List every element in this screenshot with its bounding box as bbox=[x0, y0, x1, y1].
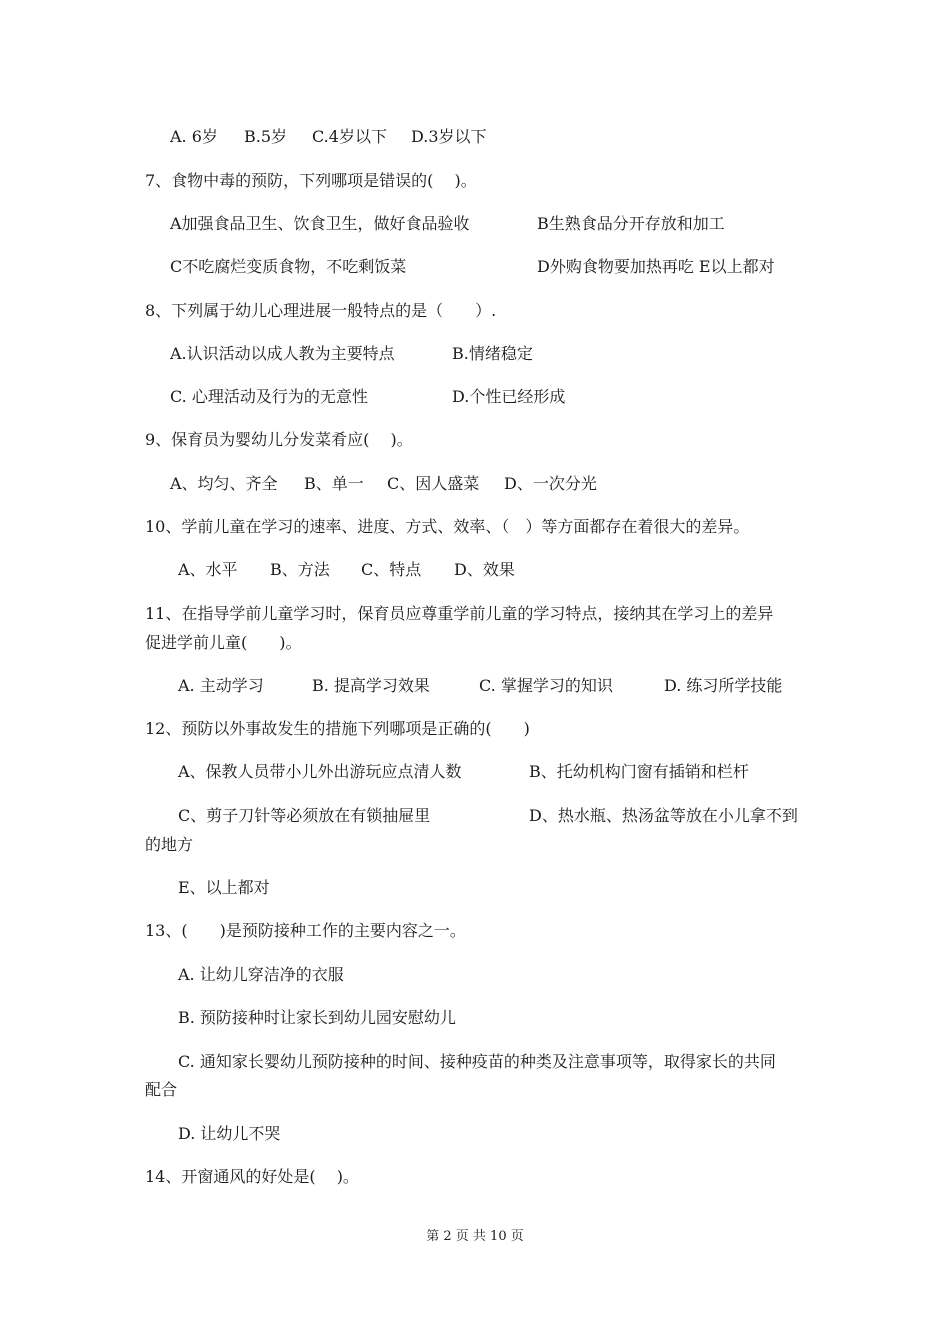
q12-option-d-line2: 的地方 bbox=[145, 835, 194, 854]
q11-option-a: A. 主动学习 bbox=[178, 676, 264, 695]
q6-option-a: A. 6岁 bbox=[170, 127, 218, 146]
q9-option-b: B、单一 bbox=[304, 474, 364, 493]
q7-option-a: A加强食品卫生、饮食卫生，做好食品验收 bbox=[170, 214, 470, 233]
q13-option-a: A. 让幼儿穿洁净的衣服 bbox=[178, 965, 344, 984]
q6-option-c: C.4岁以下 bbox=[312, 127, 387, 146]
q12-option-d-line1: D、热水瓶、热汤盆等放在小儿拿不到 bbox=[529, 806, 798, 825]
q9-option-d: D、一次分光 bbox=[504, 474, 597, 493]
q7-option-b: B生熟食品分开存放和加工 bbox=[537, 214, 725, 233]
q12-option-b: B、托幼机构门窗有插销和栏杆 bbox=[529, 762, 749, 781]
q12-option-a: A、保教人员带小儿外出游玩应点清人数 bbox=[178, 762, 462, 781]
q9-option-a: A、均匀、齐全 bbox=[170, 474, 278, 493]
q12-option-e: E、以上都对 bbox=[178, 878, 270, 897]
q9-stem: 9、保育员为婴幼儿分发菜肴应( )。 bbox=[145, 430, 413, 449]
q13-option-b: B. 预防接种时让家长到幼儿园安慰幼儿 bbox=[178, 1008, 456, 1027]
q8-option-a: A.认识活动以成人教为主要特点 bbox=[170, 344, 395, 363]
q11-stem-line1: 11、在指导学前儿童学习时，保育员应尊重学前儿童的学习特点，接纳其在学习上的差异 bbox=[145, 604, 774, 623]
q6-option-b: B.5岁 bbox=[244, 127, 288, 146]
q7-option-c: C不吃腐烂变质食物，不吃剩饭菜 bbox=[170, 257, 407, 276]
q8-option-c: C. 心理活动及行为的无意性 bbox=[170, 387, 368, 406]
q13-option-c-line2: 配合 bbox=[145, 1080, 178, 1099]
q13-stem: 13、( )是预防接种工作的主要内容之一。 bbox=[145, 921, 466, 940]
q13-option-c-line1: C. 通知家长婴幼儿预防接种的时间、接种疫苗的种类及注意事项等，取得家长的共同 bbox=[178, 1052, 776, 1071]
page-footer: 第 2 页 共 10 页 bbox=[426, 1229, 524, 1244]
q10-option-a: A、水平 bbox=[178, 560, 238, 579]
q12-stem: 12、预防以外事故发生的措施下列哪项是正确的( ) bbox=[145, 719, 530, 738]
q10-option-c: C、特点 bbox=[361, 560, 422, 579]
q7-stem: 7、食物中毒的预防，下列哪项是错误的( )。 bbox=[145, 171, 477, 190]
q8-stem: 8、下列属于幼儿心理进展一般特点的是（ ）. bbox=[145, 301, 497, 320]
q11-option-d: D. 练习所学技能 bbox=[664, 676, 783, 695]
q6-option-d: D.3岁以下 bbox=[411, 127, 487, 146]
q10-option-d: D、效果 bbox=[454, 560, 515, 579]
q8-option-d: D.个性已经形成 bbox=[452, 387, 566, 406]
q13-option-d: D. 让幼儿不哭 bbox=[178, 1124, 281, 1143]
q12-option-c: C、剪子刀针等必须放在有锁抽屉里 bbox=[178, 806, 431, 825]
q14-stem: 14、开窗通风的好处是( )。 bbox=[145, 1167, 359, 1186]
q10-stem: 10、学前儿童在学习的速率、进度、方式、效率、（ ）等方面都存在着很大的差异。 bbox=[145, 517, 750, 536]
q7-option-d: D外购食物要加热再吃 E以上都对 bbox=[537, 257, 775, 276]
q8-option-b: B.情绪稳定 bbox=[452, 344, 533, 363]
q11-option-b: B. 提高学习效果 bbox=[312, 676, 430, 695]
q11-option-c: C. 掌握学习的知识 bbox=[479, 676, 613, 695]
q11-stem-line2: 促进学前儿童( )。 bbox=[145, 633, 302, 652]
q10-option-b: B、方法 bbox=[270, 560, 330, 579]
q9-option-c: C、因人盛菜 bbox=[387, 474, 480, 493]
